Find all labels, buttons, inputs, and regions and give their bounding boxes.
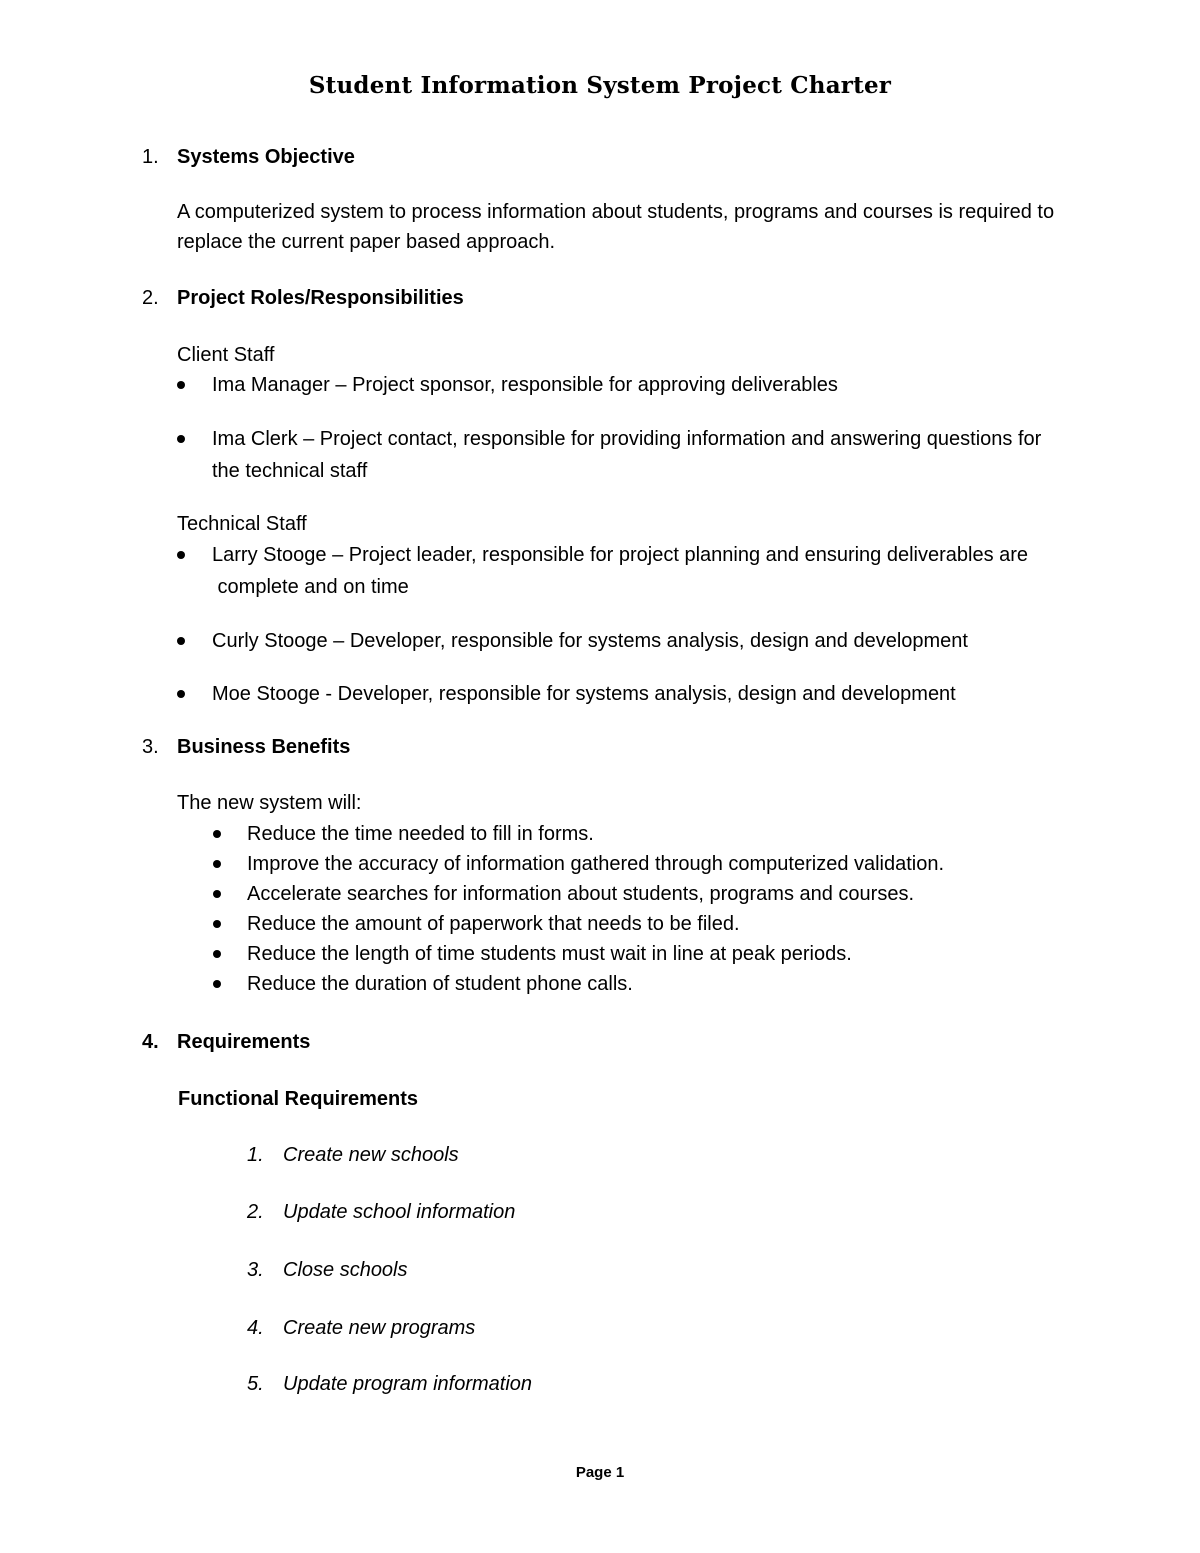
bullet-icon xyxy=(177,551,185,559)
list-item: Moe Stooge - Developer, responsible for systems analysis, design and development xyxy=(212,683,956,705)
intro-text: The new system will: xyxy=(177,792,362,814)
section-heading-project-roles: Project Roles/Responsibilities xyxy=(177,287,464,309)
bullet-icon xyxy=(213,830,221,838)
requirement-item: Update program information xyxy=(283,1373,533,1395)
bullet-icon xyxy=(213,890,221,898)
requirement-number: 1. xyxy=(247,1144,264,1166)
requirement-item: Close schools xyxy=(283,1259,408,1281)
requirement-item: Create new schools xyxy=(283,1144,459,1166)
benefit-item: Reduce the amount of paperwork that needs to be filed. xyxy=(247,913,740,935)
paragraph-line: A computerized system to process information about students, programs and courses is required to xyxy=(177,201,1055,223)
benefit-item: Reduce the time needed to fill in forms. xyxy=(247,823,594,845)
group-label-technical-staff: Technical Staff xyxy=(177,513,307,535)
section-number: 1. xyxy=(142,146,159,168)
section-heading-requirements: Requirements xyxy=(177,1031,311,1053)
requirement-item: Update school information xyxy=(283,1201,516,1223)
requirement-number: 4. xyxy=(247,1317,264,1339)
document-title: Student Information System Project Charter xyxy=(308,72,892,99)
group-label-client-staff: Client Staff xyxy=(177,344,275,366)
benefit-item: Reduce the length of time students must wait in line at peak periods. xyxy=(247,943,852,965)
requirement-item: Create new programs xyxy=(283,1317,476,1339)
bullet-icon xyxy=(213,860,221,868)
bullet-icon xyxy=(213,980,221,988)
section-heading-systems-objective: Systems Objective xyxy=(177,146,355,168)
bullet-icon xyxy=(213,950,221,958)
list-item-continuation: the technical staff xyxy=(212,460,368,482)
section-heading-business-benefits: Business Benefits xyxy=(177,736,351,758)
section-number: 4. xyxy=(142,1031,159,1053)
list-item: Curly Stooge – Developer, responsible for systems analysis, design and development xyxy=(212,630,968,652)
bullet-icon xyxy=(177,690,185,698)
benefit-item: Reduce the duration of student phone calls. xyxy=(247,973,633,995)
bullet-icon xyxy=(177,381,185,389)
benefit-item: Accelerate searches for information about students, programs and courses. xyxy=(247,883,915,905)
list-item: Ima Clerk – Project contact, responsible for providing information and answering questions for xyxy=(212,428,1042,450)
requirement-number: 3. xyxy=(247,1259,264,1281)
bullet-icon xyxy=(213,920,221,928)
subheading-functional-requirements: Functional Requirements xyxy=(178,1088,419,1110)
bullet-icon xyxy=(177,637,185,645)
list-item-continuation: complete and on time xyxy=(212,576,409,598)
list-item: Larry Stooge – Project leader, responsible for project planning and ensuring deliverables are xyxy=(212,544,1029,566)
page-footer: Page 1 xyxy=(575,1464,625,1481)
bullet-icon xyxy=(177,435,185,443)
section-number: 2. xyxy=(142,287,159,309)
requirement-number: 2. xyxy=(247,1201,264,1223)
benefit-item: Improve the accuracy of information gathered through computerized validation. xyxy=(247,853,945,875)
requirement-number: 5. xyxy=(247,1373,264,1395)
section-number: 3. xyxy=(142,736,159,758)
list-item: Ima Manager – Project sponsor, responsible for approving deliverables xyxy=(212,374,838,396)
paragraph-line: replace the current paper based approach. xyxy=(177,231,556,253)
